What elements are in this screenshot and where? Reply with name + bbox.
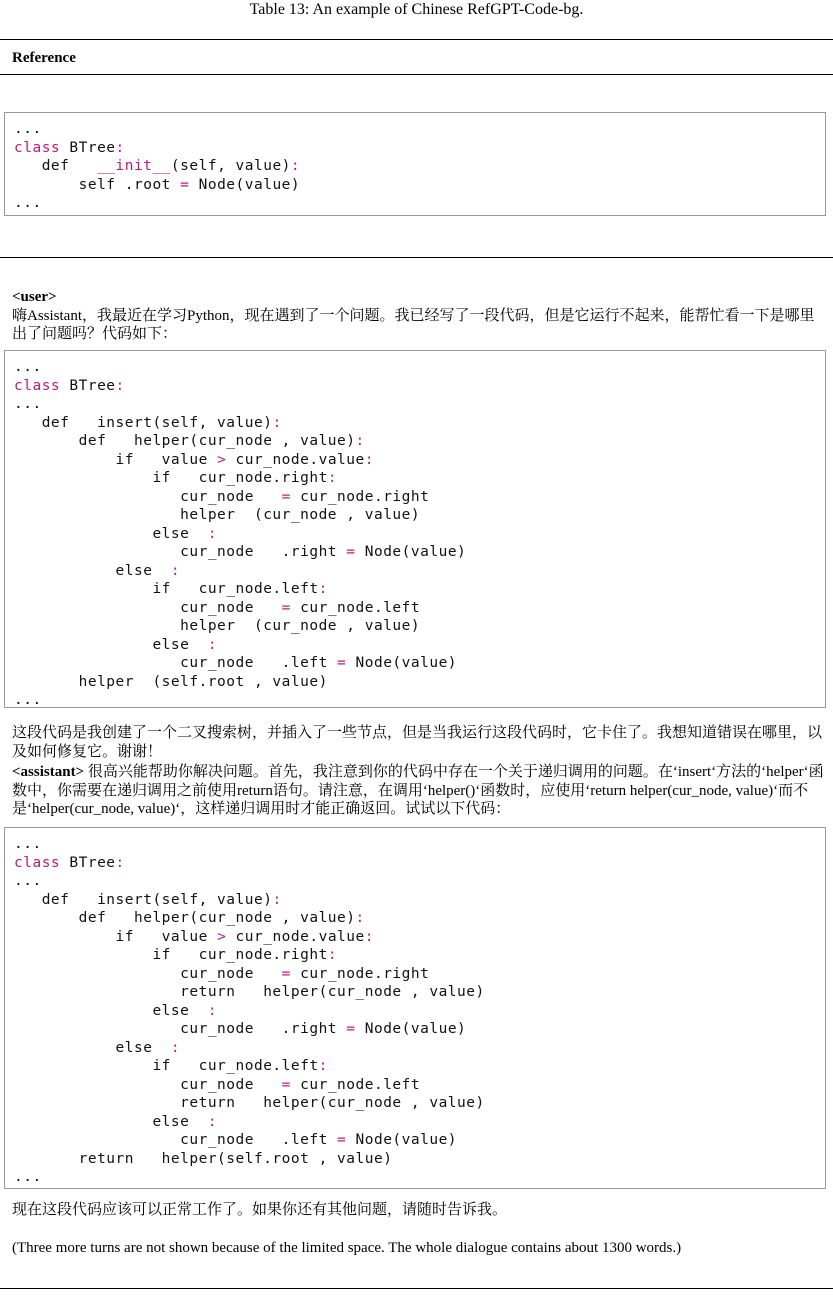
reference-code-block: ... class BTree: def __init__(self, value): self .root = Node(value) ...	[4, 112, 826, 216]
assistant-turn	[12, 763, 827, 819]
omission-note: (Three more turns are not shown because of the limited space. The whole dialogue contains about 1300 words.)	[12, 1240, 682, 1256]
assistant-closing: 现在这段代码应该可以正常工作了。如果你还有其他问题，请随时告诉我。	[12, 1202, 508, 1218]
header-rule	[0, 74, 833, 75]
bottom-rule	[0, 1288, 833, 1289]
table-caption: Table 13: An example of Chinese RefGPT-Code-bg.	[249, 1, 584, 18]
user-turn	[12, 288, 827, 344]
top-rule	[0, 39, 833, 40]
assistant-code-block: ... class BTree: ... def insert(self, value): def helper(cur_node , value): if value > cur_node.value: if cur_node.right: cur_node = cur_node.right return helper(cur_node , value) else : cur_node .right = Node(value) else : if cur_node.left: cur_node = cur_node.left return helper(cur_node , value) else : cur_node .left = Node(value) return helper(self.root , value) ...	[4, 827, 826, 1189]
reference-header: Reference	[12, 50, 76, 66]
section-rule	[0, 257, 833, 258]
user-code-block: ... class BTree: ... def insert(self, value): def helper(cur_node , value): if value > cur_node.value: if cur_node.right: cur_node = cur_node.right helper (cur_node , value) else : cur_node .right = Node(value) else : if cur_node.left: cur_node = cur_node.left helper (cur_node , value) else : cur_node .left = Node(value) helper (self.root , value) ...	[4, 350, 826, 708]
assistant-text: 很高兴能帮助你解决问题。首先，我注意到你的代码中存在一个关于递归调用的问题。在‘insert‘方法的‘helper‘函数中，你需要在递归调用之前使用return语句。请注意，在调用‘helper()‘函数时，应使用‘return helper(cur_node, value)‘而不是‘helper(cur_node, value)‘，这样递归调用时才能正确返回。试试以下代码：	[12, 764, 824, 817]
user-tag: <user>	[12, 289, 57, 305]
user-text: 嗨Assistant，我最近在学习Python，现在遇到了一个问题。我已经写了一段代码，但是它运行不起来，能帮忙看一下是哪里出了问题吗？代码如下：	[12, 307, 815, 342]
assistant-tag: <assistant>	[12, 764, 85, 780]
user-followup: 这段代码是我创建了一个二叉搜索树，并插入了一些节点，但是当我运行这段代码时，它卡住了。我想知道错误在哪里，以及如何修复它。谢谢！	[12, 725, 823, 760]
